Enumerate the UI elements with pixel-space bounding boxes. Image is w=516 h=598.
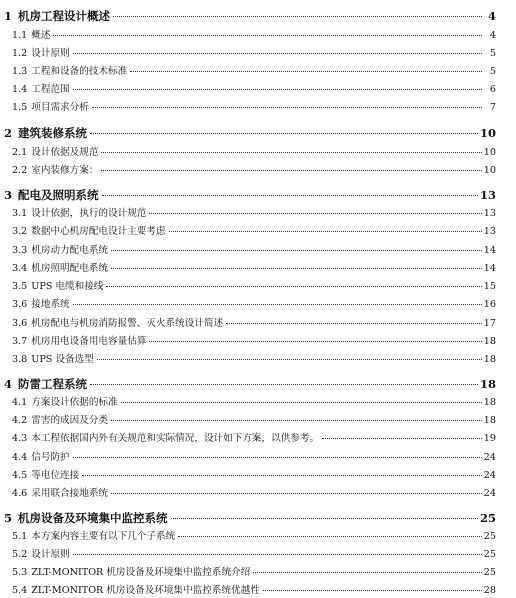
toc-section-entry[interactable] <box>0 81 516 95</box>
toc-entry-number: 3.8 <box>12 354 28 365</box>
toc-entry-number: 1 <box>4 9 13 23</box>
toc-page-number: 19 <box>483 433 496 444</box>
toc-entry-title: 项目需求分析 <box>31 102 89 113</box>
toc-page-number: 28 <box>483 585 496 596</box>
dot-leader <box>169 231 482 232</box>
toc-entry-title: 本工程依据国内外有关规范和实际情况，设计如下方案，以供参考。 <box>31 433 320 444</box>
toc-chapter-entry[interactable] <box>0 125 516 141</box>
toc-page-number: 7 <box>489 102 496 113</box>
toc-entry-title: 设计依据，执行的设计规范 <box>31 208 147 219</box>
dot-leader <box>253 572 482 573</box>
toc-entry-title: 本方案内容主要有以下几个子系统 <box>31 531 176 542</box>
dot-leader <box>111 268 482 269</box>
toc-entry-title: 室内装修方案： <box>31 165 99 176</box>
dot-leader <box>101 152 481 153</box>
toc-entry-number: 3 <box>4 188 13 202</box>
toc-section-entry[interactable] <box>0 485 516 499</box>
toc-entry-number: 2.1 <box>12 147 28 158</box>
dot-leader <box>92 107 482 108</box>
toc-section-entry[interactable] <box>0 296 516 310</box>
dot-leader <box>73 554 482 555</box>
toc-entry-number: 5.1 <box>12 531 28 542</box>
dot-leader <box>322 438 482 439</box>
toc-entry-number: 5 <box>4 511 13 525</box>
dot-leader <box>90 384 478 385</box>
toc-entry-title: ZLT-MONITOR 机房设备及环境集中监控系统优越性 <box>31 585 260 596</box>
toc-chapter-entry[interactable] <box>0 510 516 526</box>
toc-chapter-entry[interactable] <box>0 187 516 203</box>
toc-page-number: 24 <box>483 488 496 499</box>
dot-leader <box>149 213 481 214</box>
toc-entry-title: 雷害的成因及分类 <box>31 415 109 426</box>
dot-leader <box>263 590 482 591</box>
toc-page-number: 25 <box>479 511 496 525</box>
toc-section-entry[interactable] <box>0 223 516 237</box>
toc-entry-number: 4 <box>4 377 13 391</box>
dot-leader <box>73 457 482 458</box>
toc-section-entry[interactable] <box>0 278 516 292</box>
toc-section-entry[interactable] <box>0 351 516 365</box>
toc-page-number: 13 <box>483 208 496 219</box>
dot-leader <box>73 304 482 305</box>
toc-entry-number: 4.1 <box>12 397 28 408</box>
toc-entry-title: 机房动力配电系统 <box>31 245 109 256</box>
toc-entry-number: 3.1 <box>12 208 28 219</box>
toc-page-number: 4 <box>489 30 496 41</box>
toc-entry-title: 防雷工程系统 <box>18 377 87 391</box>
toc-entry-number: 4.3 <box>12 433 28 444</box>
dot-leader <box>111 250 482 251</box>
toc-entry-number: 1.5 <box>12 102 28 113</box>
toc-page-number: 25 <box>483 549 496 560</box>
toc-entry-title: 等电位连接 <box>31 470 80 481</box>
dot-leader <box>73 53 482 54</box>
toc-entry-number: 4.4 <box>12 452 28 463</box>
toc-entry-title: 设计原则 <box>31 549 70 560</box>
toc-chapter-entry[interactable] <box>0 376 516 392</box>
dot-leader <box>111 493 482 494</box>
dot-leader <box>53 35 482 36</box>
toc-entry-number: 4.5 <box>12 470 28 481</box>
dot-leader <box>178 536 482 537</box>
toc-entry-title: 接地系统 <box>31 299 70 310</box>
toc-page-number: 24 <box>483 452 496 463</box>
toc-page-number: 15 <box>483 281 496 292</box>
toc-entry-title: 方案设计依据的标准 <box>31 397 118 408</box>
dot-leader <box>149 341 481 342</box>
toc-entry-number: 5.2 <box>12 549 28 560</box>
toc-section-entry[interactable] <box>0 430 516 444</box>
toc-entry-number: 1.2 <box>12 48 28 59</box>
toc-section-entry[interactable] <box>0 546 516 560</box>
toc-section-entry[interactable] <box>0 394 516 408</box>
toc-entry-number: 2 <box>4 126 13 140</box>
toc-entry-title: 采用联合接地系统 <box>31 488 109 499</box>
toc-page-number: 18 <box>483 397 496 408</box>
toc-section-entry[interactable] <box>0 467 516 481</box>
toc-section-entry[interactable] <box>0 144 516 158</box>
toc-page-number: 10 <box>483 147 496 158</box>
toc-section-entry[interactable] <box>0 333 516 347</box>
toc-page-number: 5 <box>489 48 496 59</box>
dot-leader <box>73 89 482 90</box>
toc-entry-number: 3.2 <box>12 226 28 237</box>
toc-page-number: 18 <box>483 415 496 426</box>
toc-section-entry[interactable] <box>0 412 516 426</box>
toc-page-number: 13 <box>483 226 496 237</box>
toc-entry-title: UPS 设备选型 <box>31 354 94 365</box>
dot-leader <box>226 323 482 324</box>
toc-entry-number: 3.4 <box>12 263 28 274</box>
toc-page-number: 18 <box>479 377 496 391</box>
toc-page-number: 18 <box>483 336 496 347</box>
dot-leader <box>111 420 482 421</box>
toc-entry-number: 1.4 <box>12 84 28 95</box>
toc-entry-number: 3.6 <box>12 299 28 310</box>
toc-entry-title: 设计依据及规范 <box>31 147 99 158</box>
toc-page-number: 4 <box>487 9 496 23</box>
toc-entry-title: 配电及照明系统 <box>18 188 99 202</box>
toc-entry-number: 3.3 <box>12 245 28 256</box>
toc-page-number: 5 <box>489 66 496 77</box>
toc-section-entry[interactable] <box>0 205 516 219</box>
dot-leader <box>130 71 482 72</box>
toc-entry-number: 5.3 <box>12 567 28 578</box>
toc-entry-title: UPS 电缆和接线 <box>31 281 104 292</box>
toc-page-number: 16 <box>483 299 496 310</box>
toc-entry-title: 机房用电设备用电容量估算 <box>31 336 147 347</box>
toc-page-number: 25 <box>483 531 496 542</box>
toc-entry-number: 4.2 <box>12 415 28 426</box>
toc-entry-title: 概述 <box>31 30 51 41</box>
toc-chapter-entry[interactable] <box>0 8 516 24</box>
toc-page-number: 24 <box>483 470 496 481</box>
dot-leader <box>90 133 478 134</box>
toc-entry-title: ZLT-MONITOR 机房设备及环境集中监控系统介绍 <box>31 567 251 578</box>
toc-page-number: 10 <box>483 165 496 176</box>
dot-leader <box>121 402 482 403</box>
toc-page-number: 14 <box>483 245 496 256</box>
dot-leader <box>102 195 478 196</box>
toc-entry-title: 工程范围 <box>31 84 70 95</box>
toc-entry-number: 2.2 <box>12 165 28 176</box>
toc-section-entry[interactable] <box>0 63 516 77</box>
dot-leader <box>113 16 482 17</box>
dot-leader <box>101 170 481 171</box>
toc-page-number: 25 <box>483 567 496 578</box>
toc-page-number: 17 <box>483 318 496 329</box>
toc-page-number: 6 <box>489 84 496 95</box>
toc-entry-number: 3.7 <box>12 336 28 347</box>
toc-entry-title: 机房设备及环境集中监控系统 <box>18 511 168 525</box>
toc-entry-title: 机房工程设计概述 <box>18 9 110 23</box>
toc-section-entry[interactable] <box>0 564 516 578</box>
toc-entry-number: 4.6 <box>12 488 28 499</box>
toc-section-entry[interactable] <box>0 27 516 41</box>
toc-section-entry[interactable] <box>0 528 516 542</box>
toc-page-number: 18 <box>483 354 496 365</box>
toc-entry-number: 1.3 <box>12 66 28 77</box>
toc-section-entry[interactable] <box>0 449 516 463</box>
dot-leader <box>171 518 478 519</box>
toc-section-entry[interactable] <box>0 260 516 274</box>
toc-entry-number: 1.1 <box>12 30 28 41</box>
toc-entry-number: 3.5 <box>12 281 28 292</box>
toc-entry-title: 工程和设备的技术标准 <box>31 66 128 77</box>
toc-page-number: 13 <box>479 188 496 202</box>
dot-leader <box>97 359 482 360</box>
dot-leader <box>106 286 481 287</box>
toc-entry-title: 建筑装修系统 <box>18 126 87 140</box>
toc-entry-title: 机房照明配电系统 <box>31 263 109 274</box>
dot-leader <box>82 475 482 476</box>
toc-section-entry[interactable] <box>0 162 516 176</box>
toc-entry-number: 5.4 <box>12 585 28 596</box>
toc-entry-title: 数据中心机房配电设计主要考虑 <box>31 226 166 237</box>
toc-entry-number: 3.6 <box>12 318 28 329</box>
toc-section-entry[interactable] <box>0 582 516 596</box>
toc-page-number: 14 <box>483 263 496 274</box>
toc-section-entry[interactable] <box>0 315 516 329</box>
toc-page-number: 10 <box>479 126 496 140</box>
toc-section-entry[interactable] <box>0 242 516 256</box>
toc-entry-title: 机房配电与机房消防报警、灭火系统设计简述 <box>31 318 224 329</box>
toc-section-entry[interactable] <box>0 99 516 113</box>
toc-section-entry[interactable] <box>0 45 516 59</box>
toc-entry-title: 设计原则 <box>31 48 70 59</box>
toc-entry-title: 信号防护 <box>31 452 70 463</box>
